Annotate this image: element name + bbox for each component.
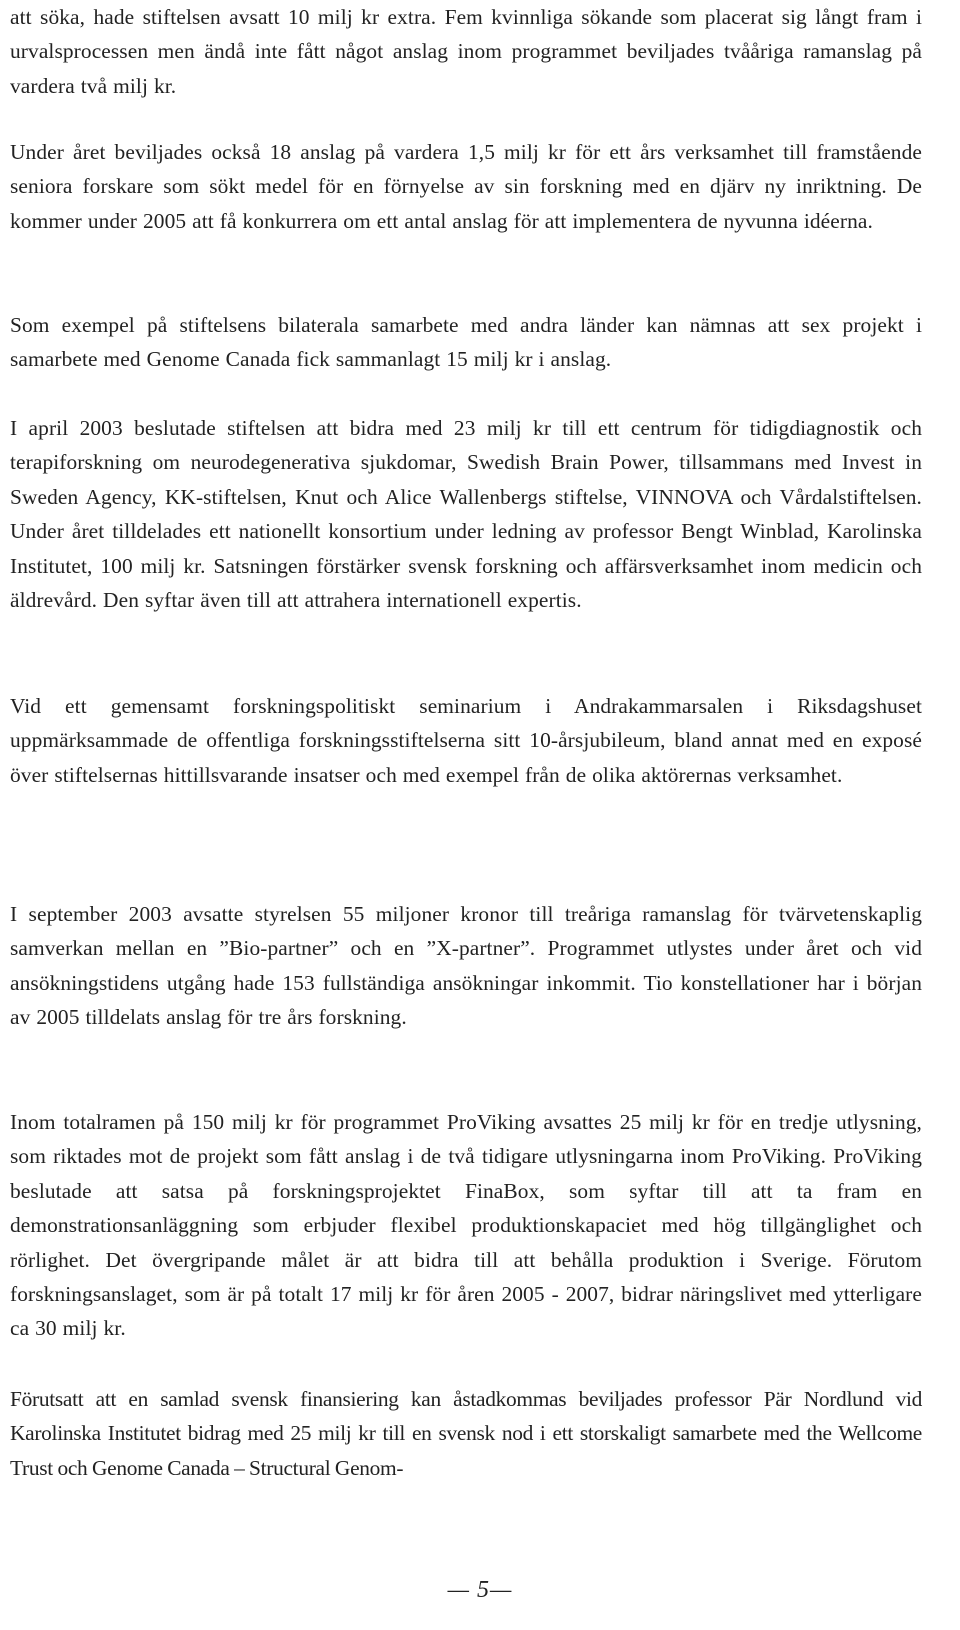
paragraph-proviking: Inom totalramen på 150 milj kr för programmet ProViking avsattes 25 milj kr för en tredje utlysning, som riktades mot de projekt som fått anslag i de två tidigare utlysningarna inom ProViking. ProViking beslutade att satsa på forskningsprojektet FinaBox, som syftar till att ta fram en demonstrationsanläggning som erbjuder flexibel produktionskapaciet med hög tillgänglighet och rörlighet. Det övergripande målet är att bidra till att behålla produktion i Sverige. Förutom forskningsanslaget, som är på totalt 17 milj kr för åren 2005 - 2007, bidrar näringslivet med ytterligare ca 30 milj kr. [10,1110,922,1341]
paragraph-interdisciplinary-grants: I september 2003 avsatte styrelsen 55 miljoner kronor till treåriga ramanslag för tvärvetenskaplig samverkan mellan en ”Bio-partner” och en ”X-partner”. Programmet utlystes under året och vid ansökningstidens utgång hade 153 fullständiga ansökningar inkommit. Tio konstellationer har i början av 2005 tilldelats anslag för tre års forskning. [10,902,922,1030]
paragraph-women-applicants: att söka, hade stiftelsen avsatt 10 milj kr extra. Fem kvinnliga sökande som placerat sig långt fram i urvalsprocessen men ändå inte fått något anslag inom programmet beviljades tvååriga ramanslag på vardera två milj kr. [10,5,922,98]
paragraph-structural-genomics: Förutsatt att en samlad svensk finansiering kan åstadkommas beviljades professor Pär Nordlund vid Karolinska Institutet bidrag med 25 milj kr till en svensk nod i ett storskaligt samarbete med the Wellcome Trust och Genome Canada – Structural Genom- [10,1387,922,1480]
paragraph-senior-researchers: Under året beviljades också 18 anslag på vardera 1,5 milj kr för ett års verksamhet till framstående seniora forskare som sökt medel för en förnyelse av sin forskning med en djärv ny inriktning. De kommer under 2005 att få konkurrera om ett antal anslag för att implementera de nyvunna idéerna. [10,140,922,233]
paragraph-bilateral-cooperation: Som exempel på stiftelsens bilaterala samarbete med andra länder kan nämnas att sex projekt i samarbete med Genome Canada fick sammanlagt 15 milj kr i anslag. [10,313,922,372]
paragraph-parliament-seminar: Vid ett gemensamt forskningspolitiskt seminarium i Andrakammarsalen i Riksdagshuset uppmärksammade de offentliga forskningsstiftelserna sitt 10-årsjubileum, bland annat med en exposé över stiftelsernas hittillsvarande insatser och med exempel från de olika aktörernas verksamhet. [10,694,922,787]
page-number: — 5— [447,1577,513,1603]
paragraph-swedish-brain-power: I april 2003 beslutade stiftelsen att bidra med 23 milj kr till ett centrum för tidigdiagnostik och terapiforskning om neurodegenerativa sjukdomar, Swedish Brain Power, tillsammans med Invest in Sweden Agency, KK-stiftelsen, Knut och Alice Wallenbergs stiftelse, VINNOVA och Vårdalstiftelsen. Under året tilldelades ett nationellt konsortium under ledning av professor Bengt Winblad, Karolinska Institutet, 100 milj kr. Satsningen förstärker svensk forskning och affärsverksamhet inom medicin och äldrevård. Den syftar även till att attrahera internationell expertis. [10,416,922,613]
